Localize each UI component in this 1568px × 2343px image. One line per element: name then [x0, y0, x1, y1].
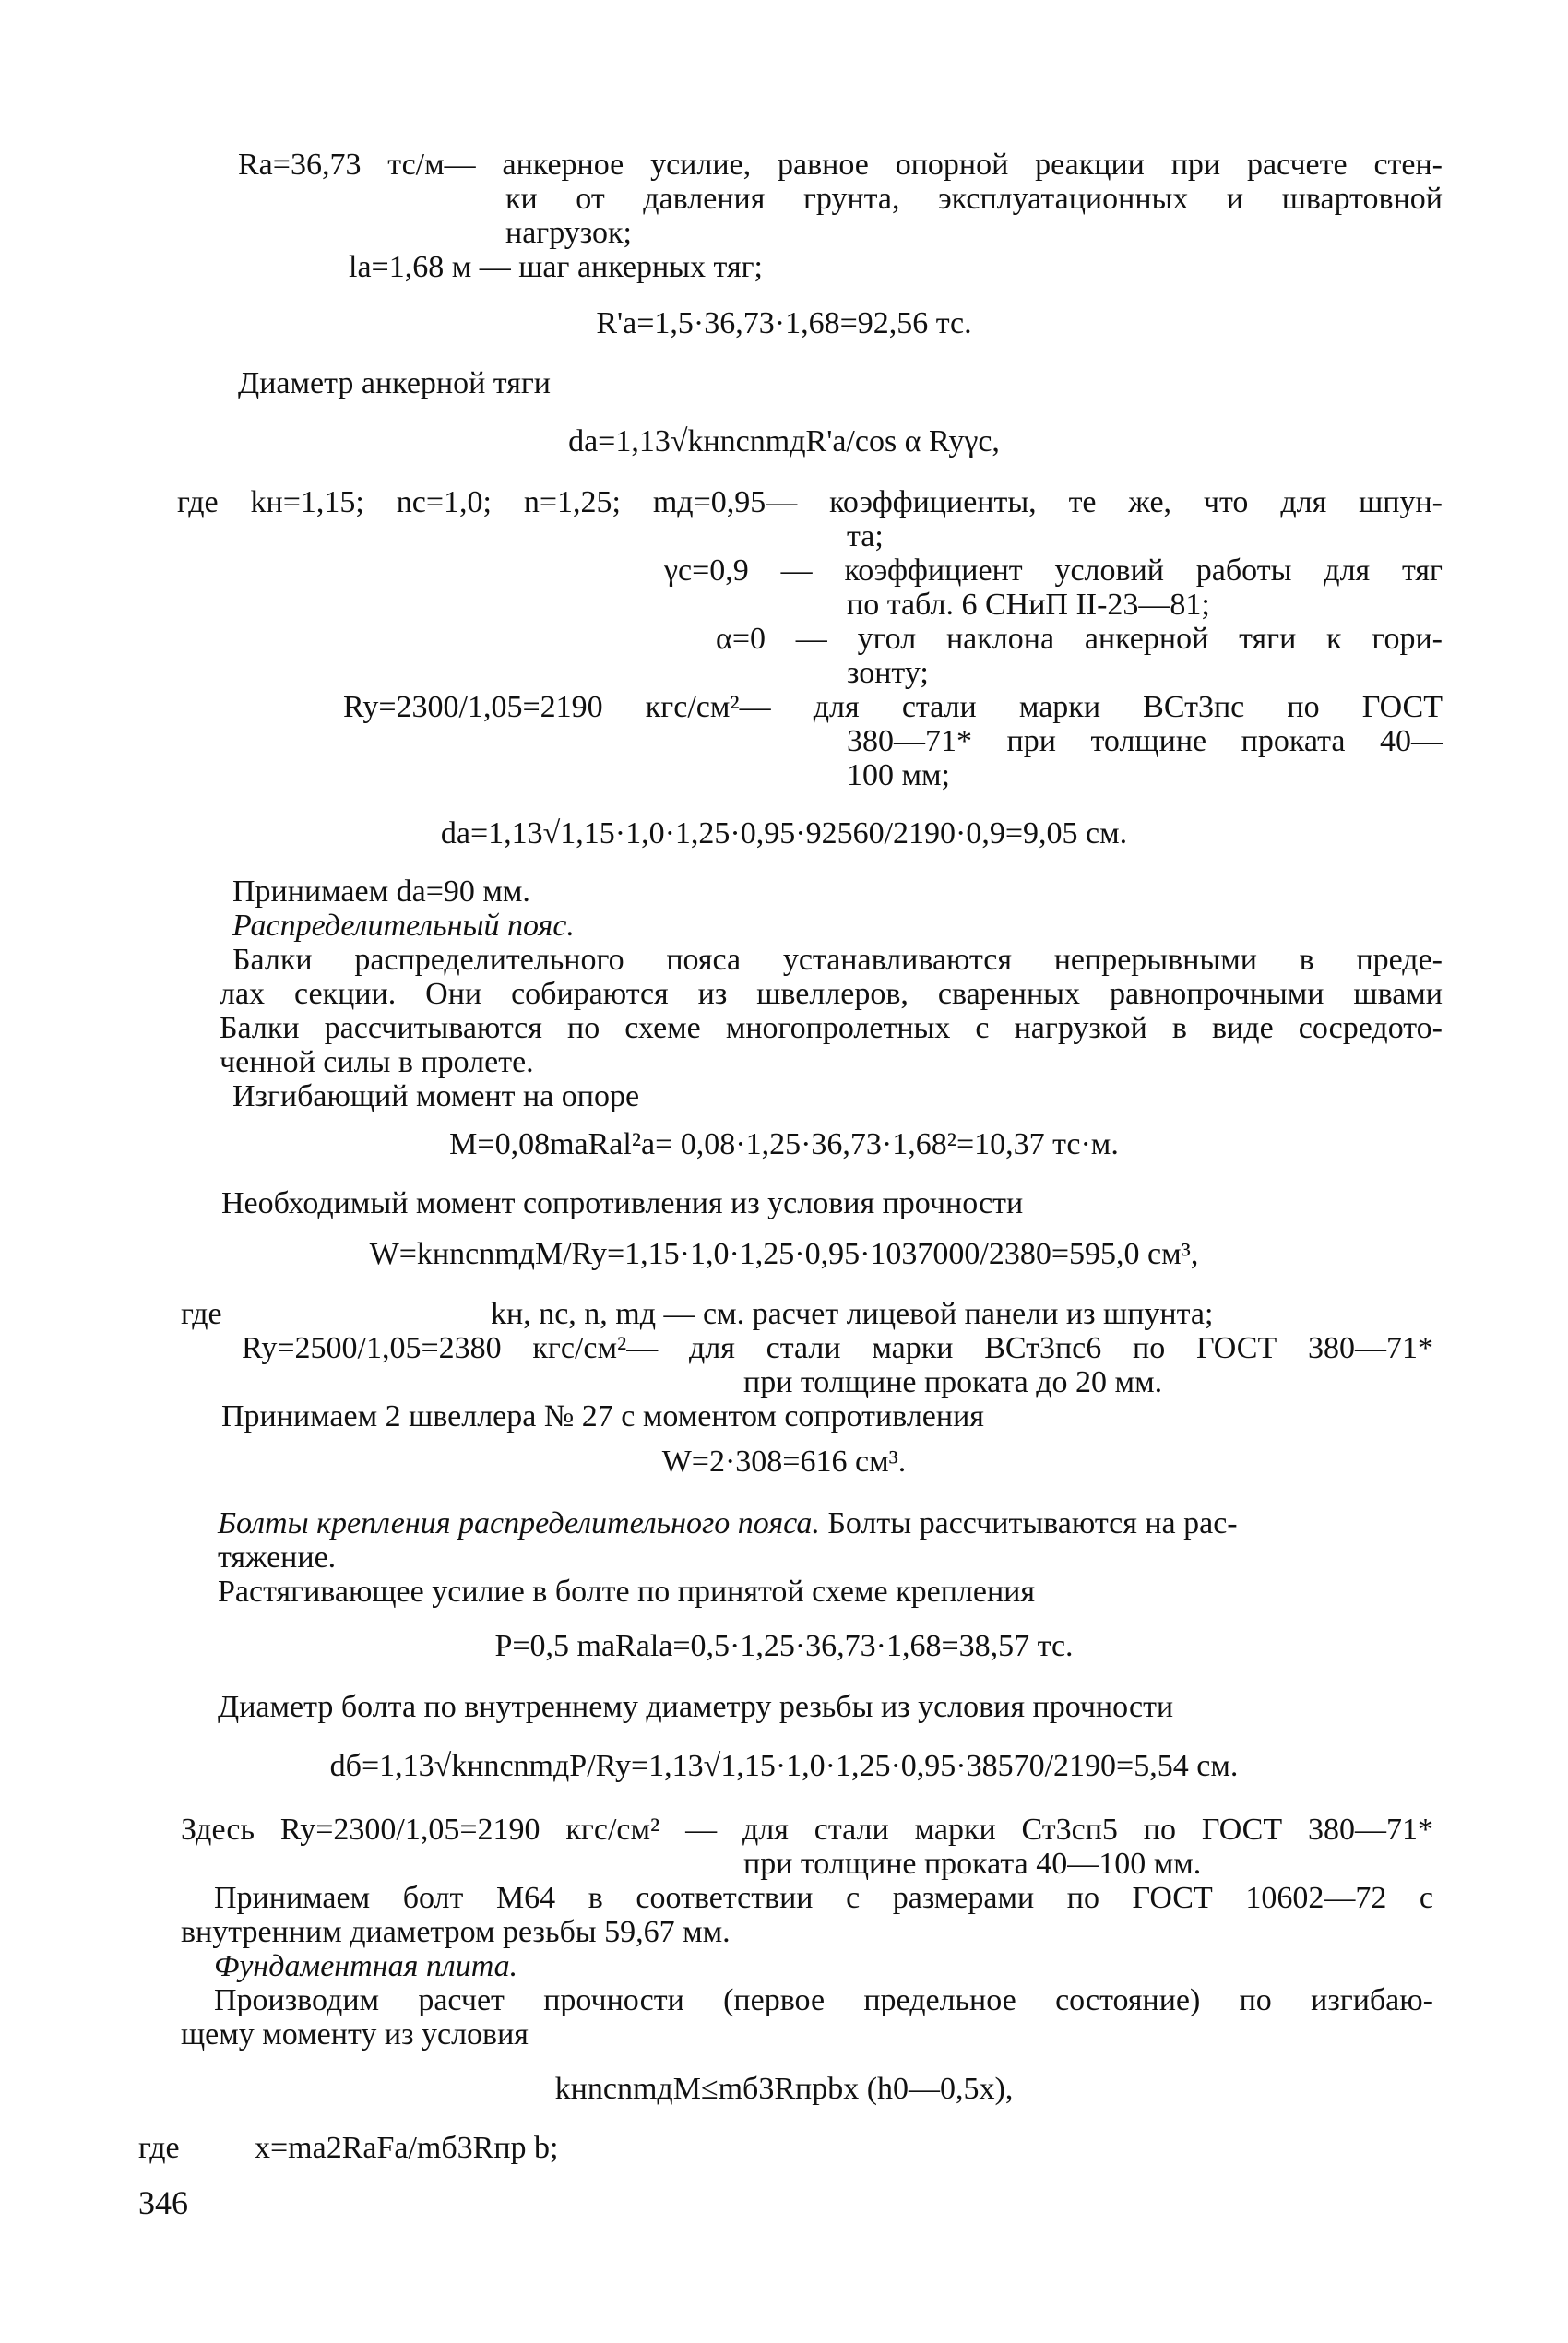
- text-line: Растягивающее усилие в болте по принятой схеме крепления: [218, 1575, 1036, 1609]
- page-number: 346: [138, 2184, 188, 2221]
- text-line: Принимаем 2 швеллера № 27 с моментом сопротивления: [221, 1399, 984, 1433]
- formula: dа=1,13√kнnсnmдR'а/cos α Ryγc,: [568, 424, 1000, 458]
- formula: W=2·308=616 см³.: [661, 1445, 907, 1479]
- text-line: ки от давления грунта, эксплуатационных и швартовной: [505, 182, 1443, 216]
- text-line: Принимаем болт М64 в соответствии с размерами по ГОСТ 10602—72 с: [214, 1881, 1433, 1915]
- text-line: Rа=36,73 тс/м— анкерное усилие, равное опорной реакции при расчете стен-: [238, 148, 1443, 182]
- text-line: где: [138, 2131, 180, 2165]
- text-line: Принимаем dа=90 мм.: [232, 874, 530, 909]
- text-line: где: [181, 1297, 222, 1331]
- text-line: ченной силы в пролете.: [220, 1045, 534, 1079]
- text-line: 380—71* при толщине проката 40—: [847, 724, 1443, 758]
- text-line: щему моменту из условия: [181, 2017, 529, 2052]
- text-line: Производим расчет прочности (первое предельное состояние) по изгибаю-: [214, 1983, 1433, 2017]
- text-line: Балки распределительного пояса устанавливаются непрерывными в преде-: [232, 943, 1443, 977]
- text-line: Необходимый момент сопротивления из условия прочности: [221, 1186, 1024, 1220]
- text-line: Ry=2300/1,05=2190 кгс/см²— для стали марки ВСт3пс по ГОСТ: [343, 690, 1443, 724]
- text-line: γс=0,9 — коэффициент условий работы для тяг: [664, 553, 1443, 588]
- text-line: Болты рассчитываются на рас-: [819, 1506, 1238, 1540]
- text-line: Ry=2500/1,05=2380 кгс/см²— для стали марки ВСт3пс6 по ГОСТ 380—71*: [242, 1331, 1433, 1365]
- text-line: зонту;: [847, 656, 929, 690]
- text-line: kн, nс, n, mд — см. расчет лицевой панели из шпунта;: [491, 1297, 1214, 1331]
- text-line: при толщине проката 40—100 мм.: [743, 1847, 1202, 1881]
- section-heading: Фундаментная плита.: [214, 1949, 518, 1983]
- formula: W=kнnсnmдM/Ry=1,15·1,0·1,25·0,95·1037000/2380=595,0 см³,: [369, 1237, 1199, 1271]
- text-line: lа=1,68 м — шаг анкерных тяг;: [349, 250, 763, 284]
- formula: R'а=1,5·36,73·1,68=92,56 тс.: [596, 306, 972, 340]
- text-line: нагрузок;: [505, 216, 632, 250]
- formula: P=0,5 mаRаlа=0,5·1,25·36,73·1,68=38,57 тс.: [494, 1629, 1074, 1663]
- formula: kнnсnmдM≤mб3Rпрbx (h0—0,5x),: [554, 2072, 1014, 2106]
- formula: M=0,08mаRаl²а= 0,08·1,25·36,73·1,68²=10,37 тс·м.: [449, 1127, 1119, 1161]
- text-line: внутренним диаметром резьбы 59,67 мм.: [181, 1915, 731, 1949]
- text-line: при толщине проката до 20 мм.: [743, 1365, 1163, 1399]
- text-line: лах секции. Они собираются из швеллеров, сваренных равнопрочными швами: [220, 977, 1443, 1011]
- formula: dа=1,13√1,15·1,0·1,25·0,95·92560/2190·0,9=9,05 см.: [440, 816, 1128, 850]
- text-line: тяжение.: [218, 1540, 337, 1575]
- text-line: по табл. 6 СНиП II-23—81;: [847, 588, 1210, 622]
- text-line: Диаметр анкерной тяги: [238, 366, 551, 400]
- formula: dб=1,13√kнnсnmдP/Ry=1,13√1,15·1,0·1,25·0,95·38570/2190=5,54 см.: [329, 1749, 1239, 1783]
- text-line: 100 мм;: [847, 758, 950, 792]
- formula: x=mа2RаFа/mб3Rпр b;: [255, 2131, 559, 2165]
- section-heading: Распределительный пояс.: [232, 909, 575, 943]
- text-line: та;: [847, 519, 884, 553]
- section-heading: Болты крепления распределительного пояса.: [218, 1506, 820, 1540]
- text-line: α=0 — угол наклона анкерной тяги к гори-: [716, 622, 1443, 656]
- text-line: Балки рассчитываются по схеме многопролетных с нагрузкой в виде сосредото-: [220, 1011, 1443, 1045]
- text-line: где kн=1,15; nс=1,0; n=1,25; mд=0,95— коэффициенты, те же, что для шпун-: [177, 485, 1443, 519]
- text-line: Здесь Ry=2300/1,05=2190 кгс/см² — для стали марки Ст3сп5 по ГОСТ 380—71*: [181, 1813, 1433, 1847]
- text-line: Изгибающий момент на опоре: [232, 1079, 640, 1113]
- text-line: Диаметр болта по внутреннему диаметру резьбы из условия прочности: [218, 1690, 1174, 1724]
